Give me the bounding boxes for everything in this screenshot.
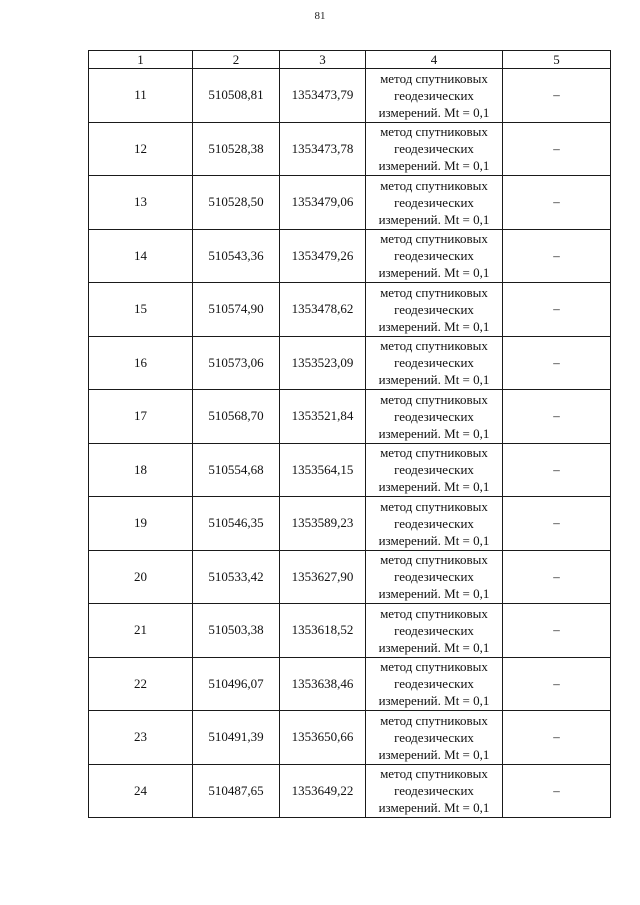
coordinate-x-cell: 510528,50 (193, 176, 280, 230)
coordinate-y-cell: 1353638,46 (280, 657, 366, 711)
coordinate-y-cell: 1353618,52 (280, 604, 366, 658)
note-cell: – (503, 336, 611, 390)
table-row (89, 604, 611, 658)
method-line: геодезических (394, 408, 474, 424)
note-cell: – (503, 229, 611, 283)
header-col-4: 4 (366, 51, 503, 69)
point-number-cell: 16 (89, 336, 193, 390)
note-cell: – (503, 764, 611, 818)
coordinate-x-cell: 510573,06 (193, 336, 280, 390)
coordinate-x-cell: 510508,81 (193, 69, 280, 123)
method-cell (366, 283, 503, 337)
table-row (89, 283, 611, 337)
method-line: измерений. Mt = 0,1 (378, 318, 490, 334)
table-row (89, 497, 611, 551)
coordinate-x-cell: 510491,39 (193, 711, 280, 765)
coordinate-y-cell: 1353473,79 (280, 69, 366, 123)
method-line: геодезических (394, 569, 474, 585)
method-line: метод спутниковых (380, 70, 488, 86)
table-row (89, 336, 611, 390)
method-line: метод спутниковых (380, 605, 488, 621)
method-line: метод спутниковых (380, 124, 488, 140)
method-line: геодезических (394, 622, 474, 638)
method-cell (366, 176, 503, 230)
method-line: измерений. Mt = 0,1 (378, 372, 490, 388)
method-line: метод спутниковых (380, 177, 488, 193)
method-cell (366, 229, 503, 283)
point-number-cell: 18 (89, 443, 193, 497)
method-line: метод спутниковых (380, 338, 488, 354)
table-row (89, 176, 611, 230)
header-col-1: 1 (89, 51, 193, 69)
coordinate-x-cell: 510574,90 (193, 283, 280, 337)
note-cell: – (503, 711, 611, 765)
method-line: измерений. Mt = 0,1 (378, 425, 490, 441)
method-line: метод спутниковых (380, 766, 488, 782)
note-cell: – (503, 497, 611, 551)
method-cell (366, 604, 503, 658)
note-cell: – (503, 122, 611, 176)
method-line: геодезических (394, 676, 474, 692)
coordinate-y-cell: 1353650,66 (280, 711, 366, 765)
method-cell (366, 390, 503, 444)
note-cell: – (503, 550, 611, 604)
method-cell (366, 657, 503, 711)
coordinate-x-cell: 510528,38 (193, 122, 280, 176)
coordinate-y-cell: 1353479,06 (280, 176, 366, 230)
method-cell (366, 497, 503, 551)
point-number-cell: 13 (89, 176, 193, 230)
method-line: измерений. Mt = 0,1 (378, 693, 490, 709)
table-header-row (89, 51, 611, 69)
point-number-cell: 11 (89, 69, 193, 123)
table-row (89, 122, 611, 176)
method-line: геодезических (394, 729, 474, 745)
note-cell: – (503, 443, 611, 497)
method-line: метод спутниковых (380, 552, 488, 568)
point-number-cell: 15 (89, 283, 193, 337)
coordinate-y-cell: 1353473,78 (280, 122, 366, 176)
table-row (89, 229, 611, 283)
method-line: измерений. Mt = 0,1 (378, 639, 490, 655)
method-cell (366, 550, 503, 604)
table-row (89, 764, 611, 818)
point-number-cell: 23 (89, 711, 193, 765)
method-line: измерений. Mt = 0,1 (378, 586, 490, 602)
note-cell: – (503, 176, 611, 230)
page-number: 81 (314, 10, 326, 22)
coordinate-x-cell: 510496,07 (193, 657, 280, 711)
method-line: измерений. Mt = 0,1 (378, 746, 490, 762)
method-line: измерений. Mt = 0,1 (378, 532, 490, 548)
point-number-cell: 21 (89, 604, 193, 658)
method-line: метод спутниковых (380, 391, 488, 407)
coordinate-x-cell: 510503,38 (193, 604, 280, 658)
table-row (89, 711, 611, 765)
coordinate-x-cell: 510546,35 (193, 497, 280, 551)
table-row (89, 443, 611, 497)
method-line: измерений. Mt = 0,1 (378, 158, 490, 174)
table-row (89, 550, 611, 604)
coordinate-y-cell: 1353479,26 (280, 229, 366, 283)
point-number-cell: 17 (89, 390, 193, 444)
coordinate-x-cell: 510543,36 (193, 229, 280, 283)
point-number-cell: 22 (89, 657, 193, 711)
method-cell (366, 443, 503, 497)
point-number-cell: 12 (89, 122, 193, 176)
method-line: метод спутниковых (380, 498, 488, 514)
point-number-cell: 20 (89, 550, 193, 604)
coordinate-y-cell: 1353589,23 (280, 497, 366, 551)
method-line: измерений. Mt = 0,1 (378, 104, 490, 120)
coordinate-x-cell: 510533,42 (193, 550, 280, 604)
note-cell: – (503, 604, 611, 658)
method-cell (366, 122, 503, 176)
method-line: измерений. Mt = 0,1 (378, 265, 490, 281)
coordinates-table (88, 50, 611, 818)
coordinate-y-cell: 1353564,15 (280, 443, 366, 497)
table-row (89, 69, 611, 123)
coordinate-y-cell: 1353627,90 (280, 550, 366, 604)
table-row (89, 390, 611, 444)
method-line: геодезических (394, 248, 474, 264)
method-line: метод спутниковых (380, 284, 488, 300)
coordinate-y-cell: 1353521,84 (280, 390, 366, 444)
method-cell (366, 69, 503, 123)
coordinate-y-cell: 1353478,62 (280, 283, 366, 337)
note-cell: – (503, 69, 611, 123)
method-line: метод спутниковых (380, 659, 488, 675)
header-col-5: 5 (503, 51, 611, 69)
note-cell: – (503, 390, 611, 444)
method-line: метод спутниковых (380, 231, 488, 247)
method-line: геодезических (394, 141, 474, 157)
coordinate-x-cell: 510568,70 (193, 390, 280, 444)
coordinate-x-cell: 510487,65 (193, 764, 280, 818)
table-row (89, 657, 611, 711)
method-line: геодезических (394, 462, 474, 478)
method-line: геодезических (394, 194, 474, 210)
method-line: геодезических (394, 783, 474, 799)
header-col-3: 3 (280, 51, 366, 69)
method-line: геодезических (394, 515, 474, 531)
point-number-cell: 24 (89, 764, 193, 818)
method-line: геодезических (394, 87, 474, 103)
method-cell (366, 764, 503, 818)
method-line: метод спутниковых (380, 712, 488, 728)
coordinate-y-cell: 1353523,09 (280, 336, 366, 390)
coordinate-y-cell: 1353649,22 (280, 764, 366, 818)
table-body (89, 69, 611, 818)
header-col-2: 2 (193, 51, 280, 69)
point-number-cell: 14 (89, 229, 193, 283)
point-number-cell: 19 (89, 497, 193, 551)
method-line: измерений. Mt = 0,1 (378, 479, 490, 495)
method-line: измерений. Mt = 0,1 (378, 800, 490, 816)
coordinate-x-cell: 510554,68 (193, 443, 280, 497)
method-cell (366, 336, 503, 390)
method-line: геодезических (394, 301, 474, 317)
note-cell: – (503, 283, 611, 337)
method-line: измерений. Mt = 0,1 (378, 211, 490, 227)
method-line: метод спутниковых (380, 445, 488, 461)
method-cell (366, 711, 503, 765)
method-line: геодезических (394, 355, 474, 371)
note-cell: – (503, 657, 611, 711)
